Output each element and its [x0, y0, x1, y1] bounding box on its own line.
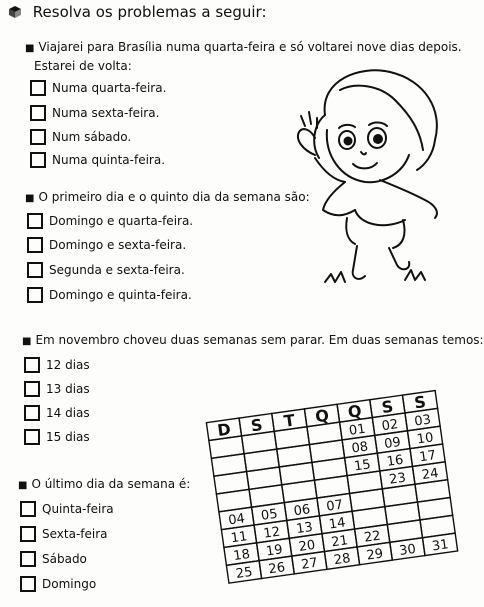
question-2-text: O primeiro dia e o quinto dia da semana são:	[38, 190, 310, 204]
option-label: 14 dias	[46, 406, 90, 420]
q2-option-1[interactable]	[27, 213, 193, 229]
checkbox[interactable]	[24, 405, 40, 421]
q4-option-2[interactable]	[20, 526, 108, 542]
checkbox[interactable]	[30, 152, 46, 168]
checkbox[interactable]	[27, 262, 43, 278]
calendar-day: 17	[418, 448, 438, 466]
checkbox[interactable]	[24, 429, 40, 445]
calendar-header: D	[216, 419, 232, 441]
calendar-day: 03	[413, 412, 432, 430]
q1-option-4[interactable]	[30, 152, 165, 168]
calendar-header: T	[282, 410, 297, 431]
bullet-icon: ■	[25, 193, 35, 204]
q2-option-4[interactable]	[27, 287, 192, 303]
question-1-line2: Estarei de volta:	[34, 59, 132, 73]
question-3	[22, 333, 484, 347]
question-4-text: O último dia da semana é:	[31, 477, 191, 491]
bullet-icon: ■	[18, 480, 28, 491]
checkbox[interactable]	[20, 501, 36, 517]
calendar-header: S	[249, 414, 264, 436]
calendar-day: 05	[260, 506, 279, 524]
calendar-day: 27	[300, 555, 319, 573]
calendar-day: 01	[348, 421, 367, 439]
calendar-day: 16	[385, 452, 405, 470]
calendar-day: 29	[365, 546, 385, 564]
calendar-day: 30	[398, 541, 417, 560]
checkbox[interactable]	[20, 576, 36, 592]
checkbox[interactable]	[27, 213, 43, 229]
option-label: Quinta-feira	[42, 502, 114, 516]
option-label: Domingo e quinta-feira.	[49, 288, 192, 302]
calendar-grid	[195, 386, 465, 582]
calendar-day: 18	[232, 546, 251, 565]
calendar-day: 20	[297, 537, 317, 555]
checkbox[interactable]	[24, 357, 40, 373]
checkbox[interactable]	[30, 80, 46, 96]
cube-icon	[8, 5, 22, 19]
q3-option-1[interactable]	[24, 357, 90, 373]
checkbox[interactable]	[20, 551, 36, 567]
q1-option-1[interactable]	[30, 80, 166, 96]
calendar-day: 08	[350, 439, 370, 457]
option-label: Sábado	[42, 552, 87, 566]
q4-option-1[interactable]	[20, 501, 114, 517]
option-label: Sexta-feira	[42, 527, 108, 541]
calendar-day: 23	[388, 470, 407, 488]
calendar-day: 15	[353, 457, 372, 475]
title-text: Resolva os problemas a seguir:	[32, 3, 267, 21]
calendar-day: 22	[363, 528, 382, 546]
option-label: 15 dias	[46, 430, 90, 444]
calendar-header: S	[380, 396, 395, 418]
calendar-day: 09	[383, 434, 402, 453]
bullet-icon: ■	[22, 336, 32, 347]
option-label: Numa quarta-feira.	[52, 81, 167, 95]
checkbox[interactable]	[24, 381, 40, 397]
calendar-day: 04	[227, 511, 246, 529]
calendar-day: 07	[325, 497, 344, 515]
calendar-header: Q	[346, 401, 363, 422]
calendar-day: 24	[421, 465, 440, 484]
calendar-day: 10	[416, 430, 435, 448]
calendar-header: S	[413, 392, 428, 413]
checkbox[interactable]	[30, 105, 46, 121]
q4-option-3[interactable]	[20, 551, 87, 567]
page-title	[8, 3, 267, 21]
q1-option-2[interactable]	[30, 105, 159, 121]
calendar-day: 06	[292, 502, 312, 520]
question-2	[25, 190, 310, 204]
question-1	[25, 40, 462, 54]
option-label: 13 dias	[46, 382, 90, 396]
option-label: Domingo	[42, 577, 97, 591]
q3-option-3[interactable]	[24, 405, 90, 421]
option-label: Num sábado.	[52, 130, 132, 144]
option-label: Numa sexta-feira.	[52, 106, 160, 120]
option-label: 12 dias	[46, 358, 90, 372]
q4-option-4[interactable]	[20, 576, 96, 592]
bullet-icon: ■	[25, 43, 35, 54]
option-label: Domingo e quarta-feira.	[49, 214, 194, 228]
option-label: Numa quinta-feira.	[52, 153, 166, 167]
question-1-line1: Viajarei para Brasília numa quarta-feira e só voltarei nove dias depois.	[38, 40, 462, 54]
option-label: Domingo e sexta-feira.	[49, 238, 187, 252]
checkbox[interactable]	[27, 287, 43, 303]
question-4	[18, 477, 190, 491]
q3-option-2[interactable]	[24, 381, 90, 397]
calendar-day: 19	[265, 542, 284, 560]
q3-option-4[interactable]	[24, 429, 90, 445]
question-3-text: Em novembro choveu duas semanas sem parar. Em duas semanas temos:	[35, 333, 484, 347]
q2-option-3[interactable]	[27, 262, 185, 278]
girl-illustration	[285, 60, 455, 290]
calendar-day: 13	[295, 519, 314, 538]
calendar-day: 14	[328, 515, 347, 533]
q1-option-3[interactable]	[30, 129, 131, 145]
calendar-day: 11	[229, 529, 249, 547]
option-label: Segunda e sexta-feira.	[49, 263, 185, 277]
checkbox[interactable]	[27, 237, 43, 253]
calendar-day: 26	[267, 560, 287, 578]
calendar-day: 31	[431, 537, 450, 555]
checkbox[interactable]	[20, 526, 36, 542]
q2-option-2[interactable]	[27, 237, 186, 253]
calendar-day: 12	[262, 524, 282, 542]
calendar-day: 28	[333, 551, 352, 569]
calendar-day: 25	[234, 564, 254, 582]
calendar-header: Q	[314, 405, 331, 427]
calendar-day: 21	[330, 533, 349, 551]
checkbox[interactable]	[30, 129, 46, 145]
calendar-day: 02	[380, 417, 400, 435]
